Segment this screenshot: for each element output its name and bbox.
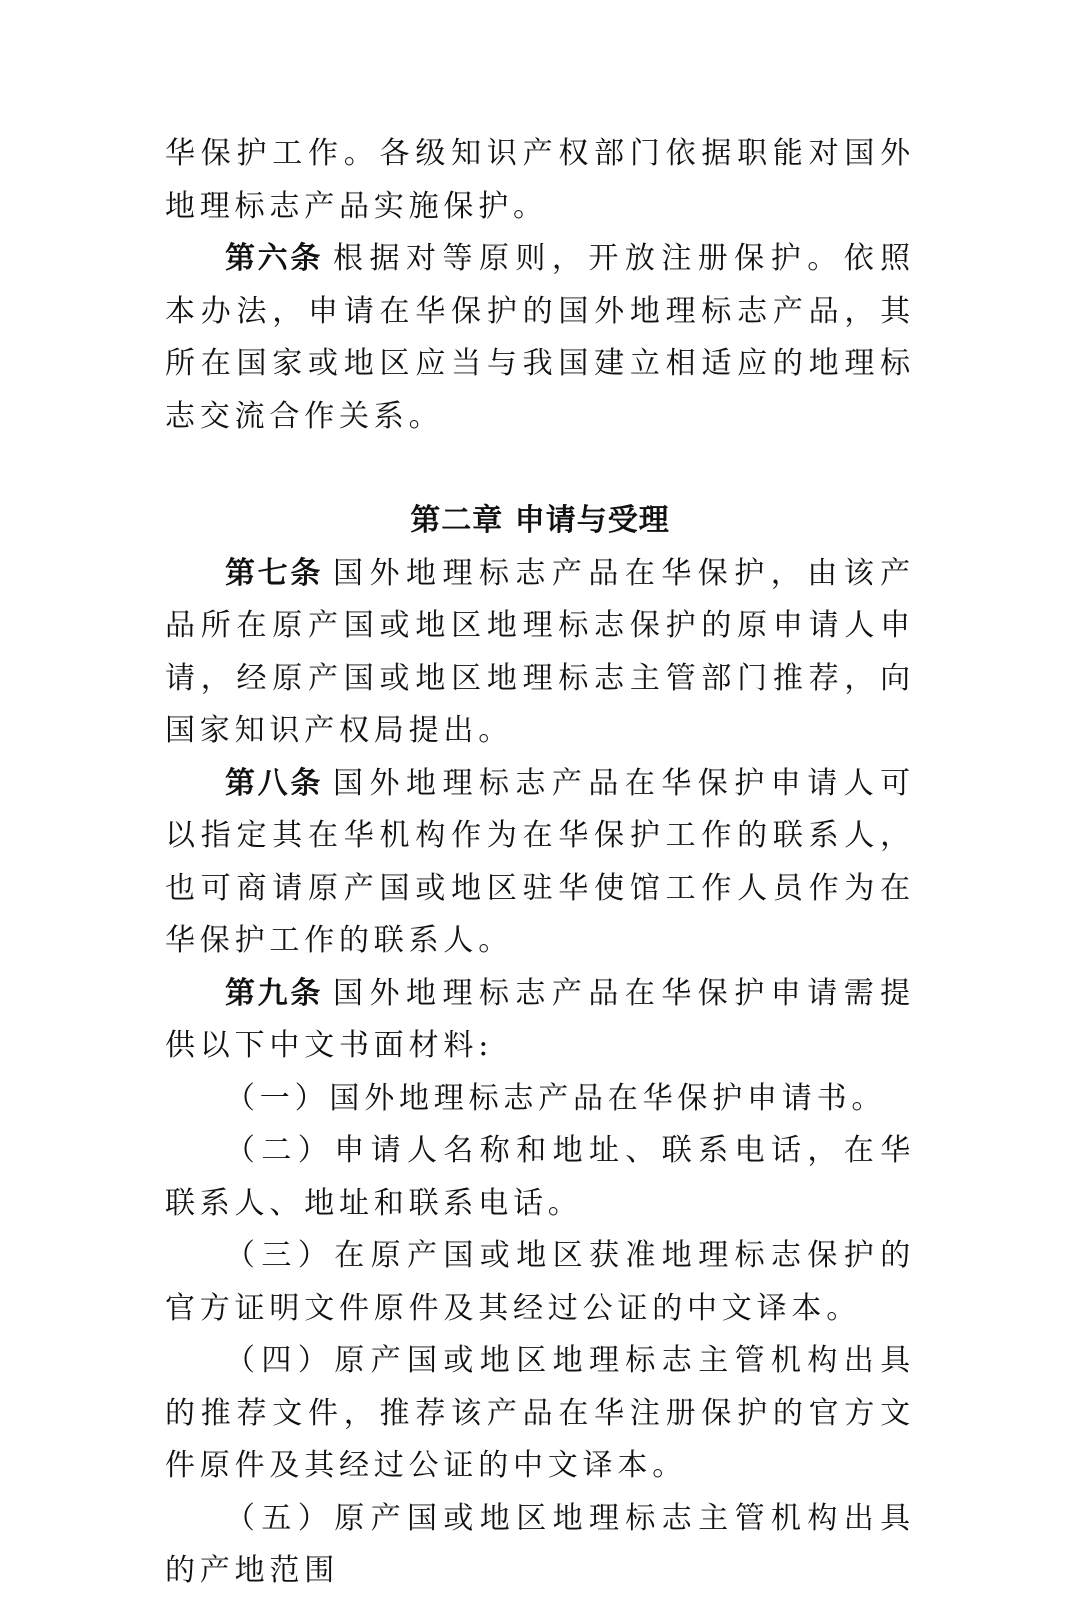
article-9-text: 国外地理标志产品在华保护申请需提供以下中文书面材料: (165, 975, 915, 1063)
article-6-text: 根据对等原则，开放注册保护。依照本办法，申请在华保护的国外地理标志产品，其所在国家或地区应当与我国建立相适应的地理标志交流合作关系。 (165, 241, 915, 434)
article-7 (165, 548, 915, 758)
list-item: （二）申请人名称和地址、联系电话，在华联系人、地址和联系电话。 (165, 1133, 915, 1221)
document-page (165, 128, 915, 1598)
list-item: （一）国外地理标志产品在华保护申请书。 (225, 1080, 887, 1116)
article-8 (165, 758, 915, 968)
list-item: （三）在原产国或地区获准地理标志保护的官方证明文件原件及其经过公证的中文译本。 (165, 1238, 915, 1326)
paragraph-continuation: 华保护工作。各级知识产权部门依据职能对国外地理标志产品实施保护。 (165, 136, 915, 224)
list-item: （四）原产国或地区地理标志主管机构出具的推荐文件，推荐该产品在华注册保护的官方文件原件及其经过公证的中文译本。 (165, 1343, 915, 1483)
article-6-label: 第六条 (225, 241, 324, 276)
article-9-label: 第九条 (225, 975, 324, 1011)
article-8-label: 第八条 (225, 765, 324, 801)
section-gap (165, 443, 915, 495)
article-9 (165, 968, 915, 1073)
list-item: （五）原产国或地区地理标志主管机构出具的产地范围 (165, 1500, 915, 1588)
article-6 (165, 233, 915, 443)
article-7-text: 国外地理标志产品在华保护，由该产品所在原产国或地区地理标志保护的原申请人申请，经原产国或地区地理标志主管部门推荐，向国家知识产权局提出。 (165, 555, 915, 748)
article-8-text: 国外地理标志产品在华保护申请人可以指定其在华机构作为在华保护工作的联系人，也可商请原产国或地区驻华使馆工作人员作为在华保护工作的联系人。 (165, 765, 915, 958)
article-7-label: 第七条 (225, 555, 324, 591)
chapter-heading: 第二章 申请与受理 (410, 503, 670, 538)
